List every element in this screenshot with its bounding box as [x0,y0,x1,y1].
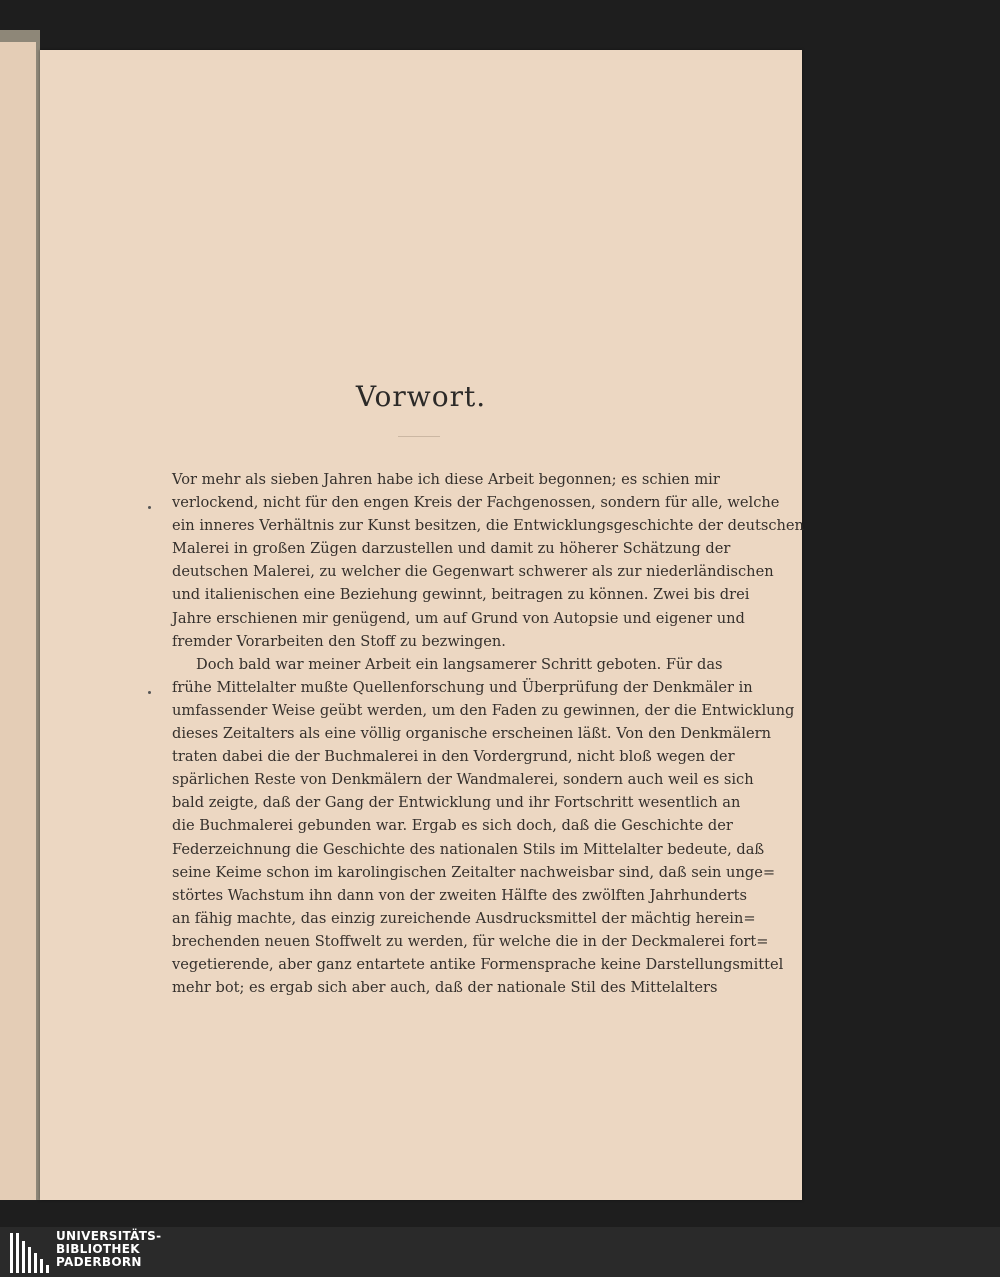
text-line: ein inneres Verhältnis zur Kunst besitzen, die Entwicklungsgeschichte der deutschen [172,517,804,535]
text-line: deutschen Malerei, zu welcher die Gegenwart schwerer als zur niederländischen [172,563,774,581]
text-line: seine Keime schon im karolingischen Zeitalter nachweisbar sind, daß sein unge= [172,863,776,881]
text-line: umfassender Weise geübt werden, um den Faden zu gewinnen, der die Entwicklung [172,701,795,719]
text-line: frühe Mittelalter mußte Quellenforschung und Überprüfung der Denkmäler in [172,678,753,696]
text-line: die Buchmalerei gebunden war. Ergab es sich doch, daß die Geschichte der [172,817,733,835]
text-line: bald zeigte, daß der Gang der Entwicklung und ihr Fortschritt wesentlich an [172,794,741,812]
left-page-edge [0,42,36,1200]
page-title: Vorwort. [355,380,487,413]
text-line: spärlichen Reste von Denkmälern der Wandmalerei, sondern auch weil es sich [172,771,754,789]
logo-line: PADERBORN [56,1255,142,1269]
logo-line: UNIVERSITÄTS- [56,1229,162,1243]
text-line: dieses Zeitalters als eine völlig organische erscheinen läßt. Von den Denkmälern [172,725,772,743]
text-line: vegetierende, aber ganz entartete antike Formensprache keine Darstellungsmittel [172,955,784,973]
text-line: störtes Wachstum ihn dann von der zweiten Hälfte des zwölften Jahrhunderts [172,886,747,904]
margin-mark [148,506,151,509]
text-line: verlockend, nicht für den engen Kreis der Fachgenossen, sondern für alle, welche [172,494,780,512]
footer-bar [0,1227,1000,1277]
margin-mark [148,691,151,694]
title-divider [398,436,440,437]
library-logo-text [56,1230,161,1269]
book-page [40,50,802,1200]
text-line: mehr bot; es ergab sich aber auch, daß der nationale Stil des Mittelalters [172,979,718,997]
text-line: Malerei in großen Zügen darzustellen und damit zu höherer Schätzung der [172,540,731,558]
logo-line: BIBLIOTHEK [56,1242,140,1256]
text-line: und italienischen eine Beziehung gewinnt, beitragen zu können. Zwei bis drei [172,586,750,604]
paragraph-2 [172,653,795,999]
text-line: Federzeichnung die Geschichte des nationalen Stils im Mittelalter bedeute, daß [172,840,765,858]
text-line: Doch bald war meiner Arbeit ein langsamerer Schritt geboten. Für das [196,655,723,673]
text-line: an fähig machte, das einzig zureichende Ausdrucksmittel der mächtig herein= [172,909,756,927]
text-line: fremder Vorarbeiten den Stoff zu bezwingen. [172,632,506,650]
paragraph-1 [172,468,804,653]
text-line: brechenden neuen Stoffwelt zu werden, für welche die in der Deckmalerei fort= [172,932,769,950]
text-line: Jahre erschienen mir genügend, um auf Grund von Autopsie und eigener und [172,609,745,627]
text-line: traten dabei die der Buchmalerei in den Vordergrund, nicht bloß wegen der [172,748,735,766]
text-line: Vor mehr als sieben Jahren habe ich diese Arbeit begonnen; es schien mir [172,471,720,488]
library-logo-icon [8,1233,52,1273]
body-text [172,468,804,999]
